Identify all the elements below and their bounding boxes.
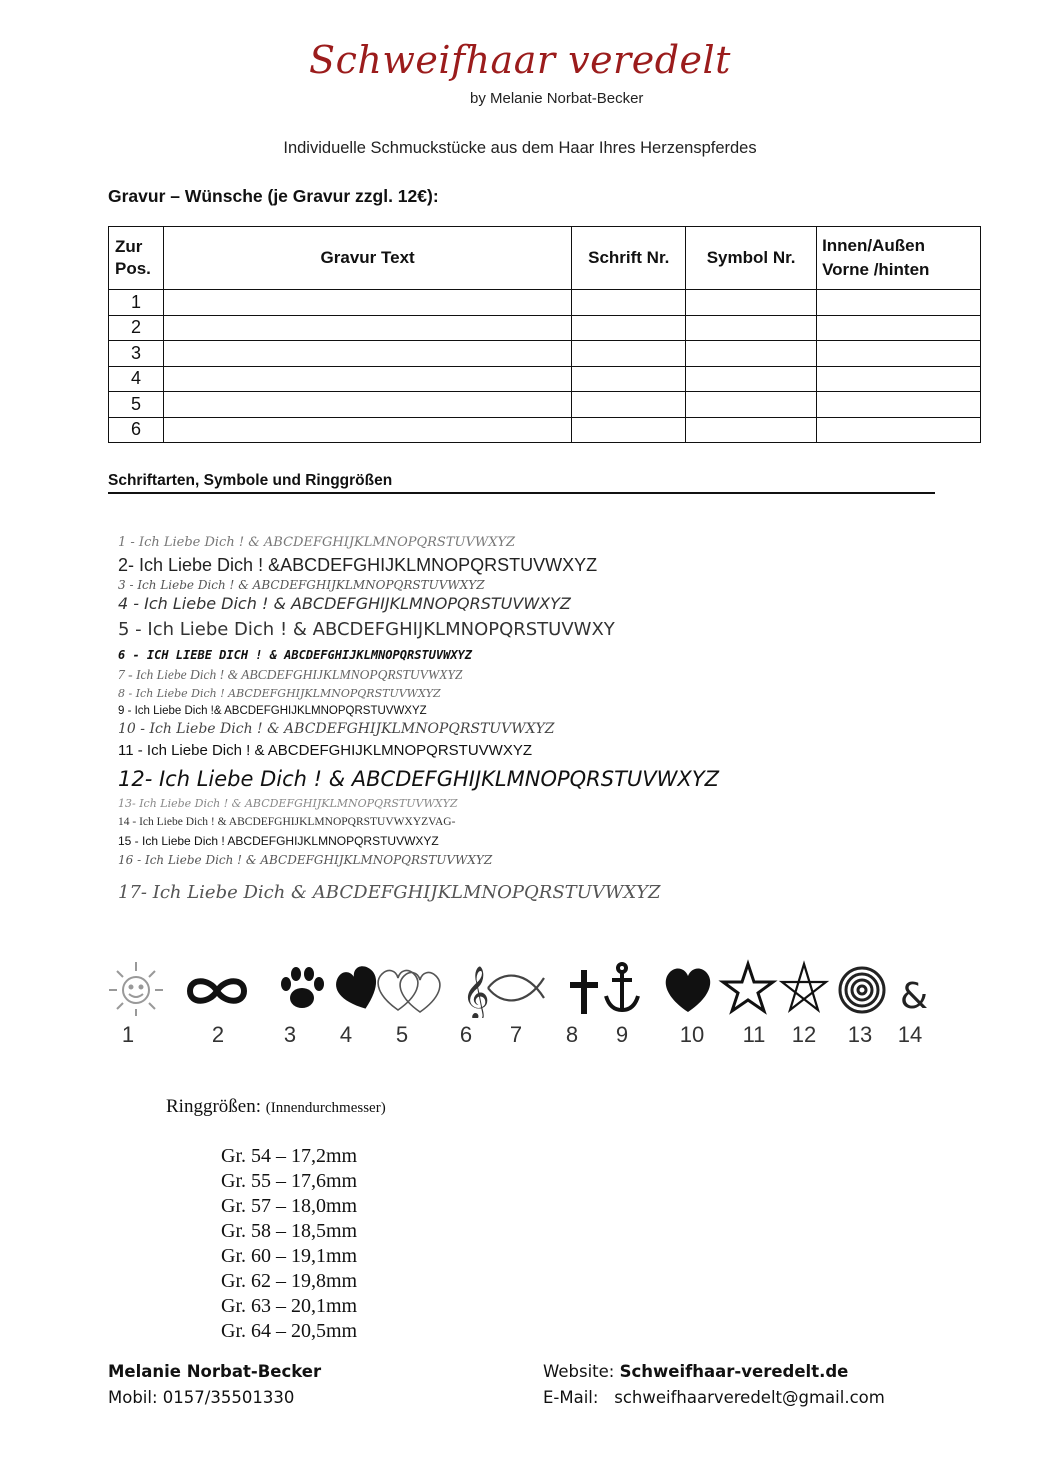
anchor-icon: [592, 958, 652, 1018]
cell-placement[interactable]: [817, 366, 981, 392]
symbol-chart: [106, 958, 936, 1053]
symbol-number: 7: [509, 1022, 523, 1047]
ring-size-item: Gr. 54 – 17,2mm: [221, 1145, 358, 1167]
tagline: Individuelle Schmuckstücke aus dem Haar Ihres Herzenspferdes: [283, 139, 757, 157]
row-position: 2: [109, 315, 164, 341]
engraving-title: Gravur – Wünsche (je Gravur zzgl. 12€):: [108, 186, 439, 206]
cell-text[interactable]: [163, 290, 571, 316]
cell-symbol[interactable]: [686, 315, 817, 341]
sun-icon: [106, 958, 166, 1018]
font-sample-2: 2- Ich Liebe Dich ! &ABCDEFGHIJKLMNOPQRSTUVWXYZ: [118, 555, 598, 575]
cell-placement[interactable]: [817, 341, 981, 367]
font-sample-13: 13- Ich Liebe Dich ! & ABCDEFGHIJKLMNOPQRSTUVWXYZ: [118, 797, 458, 810]
ring-sizes-list: [221, 1144, 357, 1344]
row-position: 3: [109, 341, 164, 367]
brand-title: Schweifhaar veredelt: [309, 38, 731, 82]
font-sample-12: 12- Ich Liebe Dich ! & ABCDEFGHIJKLMNOPQRSTUVWXYZ: [118, 767, 720, 791]
font-sample-1: 1 - Ich Liebe Dich ! & ABCDEFGHIJKLMNOPQRSTUVWXYZ: [118, 535, 516, 550]
font-sample-6: 6 - ICH LIEBE DICH ! & ABCDEFGHIJKLMNOPQRSTUVWXYZ: [118, 648, 473, 662]
engraving-table: [108, 226, 981, 443]
svg-text:&: &: [899, 976, 929, 1017]
table-row: [109, 392, 981, 418]
cell-placement[interactable]: [817, 417, 981, 443]
footer-web: [543, 1359, 885, 1411]
footer-contact: [108, 1359, 321, 1411]
ring-size-item: Gr. 64 – 20,5mm: [221, 1320, 358, 1342]
ring-size-item: Gr. 57 – 18,0mm: [221, 1195, 358, 1217]
font-sample-3: 3 - Ich Liebe Dich ! & ABCDEFGHIJKLMNOPQRSTUVWXYZ: [118, 578, 485, 592]
symbol-number: 10: [679, 1022, 705, 1047]
symbol-number: 11: [742, 1022, 766, 1047]
footer-mobile: Mobil: 0157/35501330: [108, 1388, 295, 1407]
symbol-number: 8: [565, 1022, 579, 1047]
ring-size-item: Gr. 58 – 18,5mm: [221, 1220, 358, 1242]
font-sample-4: 4 - Ich Liebe Dich ! & ABCDEFGHIJKLMNOPQRSTUVWXYZ: [118, 594, 571, 613]
ring-sizes-title: Ringgrößen: (Innendurchmesser): [166, 1096, 386, 1117]
paw-icon: [272, 958, 332, 1018]
font-sample-8: 8 - Ich Liebe Dich ! ABCDEFGHIJKLMNOPQRSTUVWXYZ: [118, 687, 441, 700]
cell-font[interactable]: [572, 290, 686, 316]
ring-size-item: Gr. 60 – 19,1mm: [221, 1245, 358, 1267]
cell-text[interactable]: [163, 392, 571, 418]
pentagram-icon: [774, 958, 834, 1018]
svg-text:𝄞: 𝄞: [462, 965, 490, 1018]
cell-placement[interactable]: [817, 290, 981, 316]
col-header-font-number: Schrift Nr.: [572, 227, 686, 290]
col-header-placement: Innen/Außen Vorne /hinten: [817, 227, 981, 290]
symbol-number: 2: [211, 1022, 225, 1047]
cell-symbol[interactable]: [686, 366, 817, 392]
infinity-icon: [182, 958, 252, 1018]
footer-website[interactable]: Website: Schweifhaar-veredelt.de: [543, 1362, 849, 1381]
symbol-number: 1: [121, 1022, 135, 1047]
cell-font[interactable]: [572, 366, 686, 392]
cell-symbol[interactable]: [686, 341, 817, 367]
col-header-position: Zur Pos.: [109, 227, 164, 290]
cell-font[interactable]: [572, 341, 686, 367]
font-sample-16: 16 - Ich Liebe Dich ! & ABCDEFGHIJKLMNOPQRSTUVWXYZ: [118, 853, 493, 867]
font-sample-5: 5 - Ich Liebe Dich ! & ABCDEFGHIJKLMNOPQRSTUVWXY: [118, 619, 615, 640]
table-header-row: [109, 227, 981, 290]
font-sample-11: 11 - Ich Liebe Dich ! & ABCDEFGHIJKLMNOPQRSTUVWXYZ: [118, 742, 532, 759]
cell-symbol[interactable]: [686, 392, 817, 418]
symbol-number: 5: [395, 1022, 409, 1047]
row-position: 5: [109, 392, 164, 418]
table-row: [109, 366, 981, 392]
ring-size-item: Gr. 55 – 17,6mm: [221, 1170, 358, 1192]
font-samples: [118, 532, 838, 916]
symbol-number: 13: [847, 1022, 873, 1047]
table-row: [109, 315, 981, 341]
font-sample-17: 17- Ich Liebe Dich & ABCDEFGHIJKLMNOPQRSTUVWXYZ: [118, 882, 661, 903]
byline: by Melanie Norbat-Becker: [470, 90, 644, 107]
cell-font[interactable]: [572, 417, 686, 443]
font-sample-10: 10 - Ich Liebe Dich ! & ABCDEFGHIJKLMNOPQRSTUVWXYZ: [118, 721, 555, 737]
cell-font[interactable]: [572, 392, 686, 418]
heart-icon: [658, 958, 718, 1018]
cell-placement[interactable]: [817, 392, 981, 418]
font-sample-14: 14 - Ich Liebe Dich ! & ABCDEFGHIJKLMNOPQRSTUVWXYZVAG-: [118, 816, 456, 828]
col-header-engraving-text: Gravur Text: [163, 227, 571, 290]
ring-size-item: Gr. 63 – 20,1mm: [221, 1295, 358, 1317]
table-row: [109, 290, 981, 316]
row-position: 1: [109, 290, 164, 316]
footer-email[interactable]: E-Mail: schweifhaarveredelt@gmail.com: [543, 1388, 885, 1407]
symbol-number: 3: [283, 1022, 297, 1047]
section-divider: [108, 492, 935, 494]
cell-text[interactable]: [163, 366, 571, 392]
font-sample-7: 7 - Ich Liebe Dich ! & ABCDEFGHIJKLMNOPQRSTUVWXYZ: [118, 667, 463, 682]
row-position: 4: [109, 366, 164, 392]
footer-name: Melanie Norbat-Becker: [108, 1362, 322, 1381]
font-sample-15: 15 - Ich Liebe Dich ! ABCDEFGHIJKLMNOPQRSTUVWXYZ: [118, 834, 439, 848]
cell-text[interactable]: [163, 417, 571, 443]
cell-text[interactable]: [163, 315, 571, 341]
cell-symbol[interactable]: [686, 290, 817, 316]
row-position: 6: [109, 417, 164, 443]
font-sample-9: 9 - Ich Liebe Dich !& ABCDEFGHIJKLMNOPQRSTUVWXYZ: [118, 705, 427, 717]
table-row: [109, 417, 981, 443]
symbol-number: 4: [339, 1022, 353, 1047]
ring-size-item: Gr. 62 – 19,8mm: [221, 1270, 358, 1292]
double-heart-icon: [370, 958, 450, 1018]
cell-font[interactable]: [572, 315, 686, 341]
spiral-icon: [832, 958, 892, 1018]
ampersand-icon: [884, 958, 944, 1018]
cell-symbol[interactable]: [686, 417, 817, 443]
cell-placement[interactable]: [817, 315, 981, 341]
symbol-number: 9: [615, 1022, 629, 1047]
col-header-symbol-number: Symbol Nr.: [686, 227, 817, 290]
symbol-number: 12: [791, 1022, 817, 1047]
cell-text[interactable]: [163, 341, 571, 367]
fonts-section-title: Schriftarten, Symbole und Ringgrößen: [108, 472, 393, 489]
star-outline-icon: [718, 958, 778, 1018]
symbol-number: 6: [459, 1022, 473, 1047]
fish-icon: [484, 958, 552, 1018]
table-row: [109, 341, 981, 367]
symbol-number: 14: [897, 1022, 923, 1047]
